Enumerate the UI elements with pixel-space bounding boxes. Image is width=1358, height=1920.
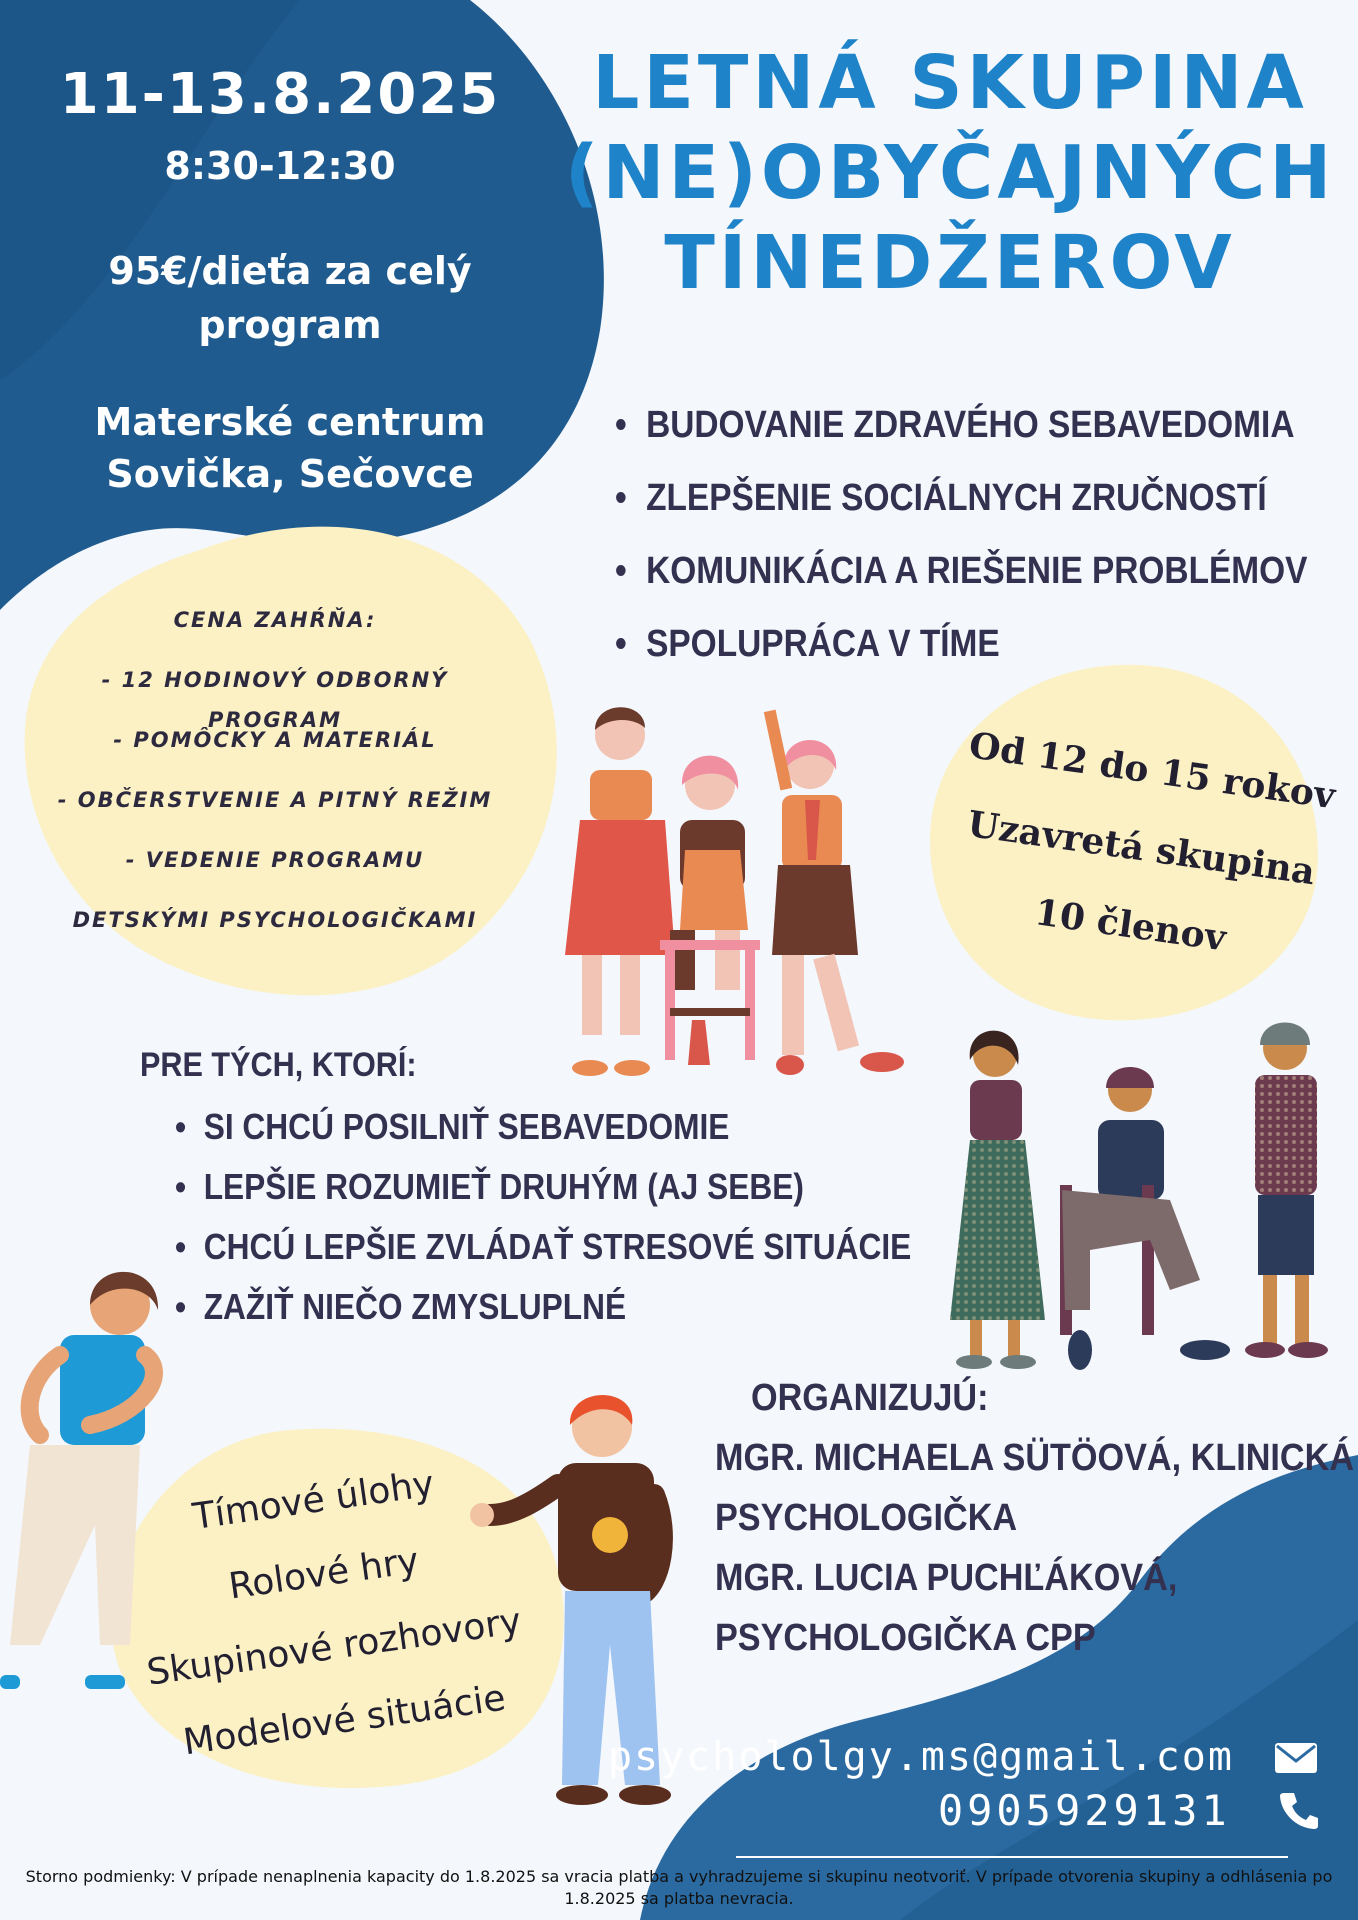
divider <box>736 1856 1288 1858</box>
organizer-line: MGR. MICHAELA SÜTÖOVÁ, KLINICKÁ <box>715 1437 1355 1479</box>
organizers-heading: ORGANIZUJÚ: <box>751 1377 989 1419</box>
price-include-item: - POMÔCKY A MATERIÁL <box>113 728 437 752</box>
for-whom-heading: PRE TÝCH, KTORÍ: <box>140 1046 417 1084</box>
for-whom-item: • CHCÚ LEPŠIE ZVLÁDAŤ STRESOVÉ SITUÁCIE <box>175 1222 911 1282</box>
storno-conditions: Storno podmienky: V prípade nenaplnenia kapacity do 1.8.2025 sa vracia platba a vyhradzujeme si skupinu neotvoriť. V prípade otvorenia skupiny a odhlásenia po 1.8.2025 sa platba nevracia. <box>25 1867 1333 1908</box>
title-line-3: TÍNEDŽEROV <box>664 220 1236 306</box>
title-line-1: LETNÁ SKUPINA <box>592 40 1308 126</box>
activity-item: Rolové hry <box>226 1540 422 1608</box>
activity-item: Modelové situácie <box>180 1677 509 1764</box>
for-whom-list <box>175 1102 1012 1342</box>
organizer-line: PSYCHOLOGIČKA CPP <box>715 1617 1096 1659</box>
phone-icon <box>1278 1791 1318 1829</box>
activity-item: Skupinové rozhovory <box>144 1600 524 1694</box>
contact-email-row <box>608 1734 1318 1780</box>
page-title <box>560 38 1340 308</box>
price-include-item: - OBČERSTVENIE A PITNÝ REŽIM <box>57 788 493 812</box>
goal-item: • ZLEPŠENIE SOCIÁLNYCH ZRUČNOSTÍ <box>615 473 1257 546</box>
event-date: 11-13.8.2025 <box>59 62 501 127</box>
event-time: 8:30-12:30 <box>164 144 396 188</box>
event-place <box>60 396 520 500</box>
envelope-icon <box>1274 1742 1318 1774</box>
organizers <box>715 1370 1355 1670</box>
price-include-item: DETSKÝMI PSYCHOLOGIČKAMI <box>72 908 478 932</box>
goals-list <box>615 400 1345 692</box>
contact-email[interactable]: psychololgy.ms@gmail.com <box>607 1734 1234 1780</box>
for-whom-item: • LEPŠIE ROZUMIEŤ DRUHÝM (AJ SEBE) <box>175 1162 911 1222</box>
event-price: 95€/dieťa za celý program <box>108 249 472 347</box>
for-whom-item: • SI CHCÚ POSILNIŤ SEBAVEDOMIE <box>175 1102 911 1162</box>
goal-item: • KOMUNIKÁCIA A RIEŠENIE PROBLÉMOV <box>615 546 1257 619</box>
for-whom-item: • ZAŽIŤ NIEČO ZMYSLUPLNÉ <box>175 1282 911 1342</box>
price-include-item: - 12 HODINOVÝ ODBORNÝ PROGRAM <box>101 668 449 732</box>
contact-phone[interactable]: 0905929131 <box>937 1786 1231 1835</box>
group-type: Uzavretá skupina <box>964 802 1318 894</box>
place-line-2: Sovička, Sečovce <box>106 452 474 496</box>
price-includes-heading: CENA ZAHŔŇA: <box>173 608 377 632</box>
teen-girls-illustration <box>520 690 920 1090</box>
teen-group-illustration <box>930 1010 1340 1370</box>
place-line-1: Materské centrum <box>94 400 486 444</box>
price-includes <box>40 600 510 960</box>
group-size: 10 členov <box>1032 891 1229 960</box>
title-line-2: (NE)OBYČAJNÝCH <box>564 130 1336 216</box>
organizer-line: MGR. LUCIA PUCHĽÁKOVÁ, <box>715 1557 1178 1599</box>
goal-item: • BUDOVANIE ZDRAVÉHO SEBAVEDOMIA <box>615 400 1257 473</box>
group-age: Od 12 do 15 rokov <box>966 724 1338 818</box>
organizer-line: PSYCHOLOGIČKA <box>715 1497 1018 1539</box>
activity-item: Tímové úlohy <box>190 1463 437 1538</box>
contact-phone-row <box>938 1786 1318 1835</box>
price-include-item: - VEDENIE PROGRAMU <box>125 848 425 872</box>
goal-item: • SPOLUPRÁCA V TÍME <box>615 619 1257 692</box>
